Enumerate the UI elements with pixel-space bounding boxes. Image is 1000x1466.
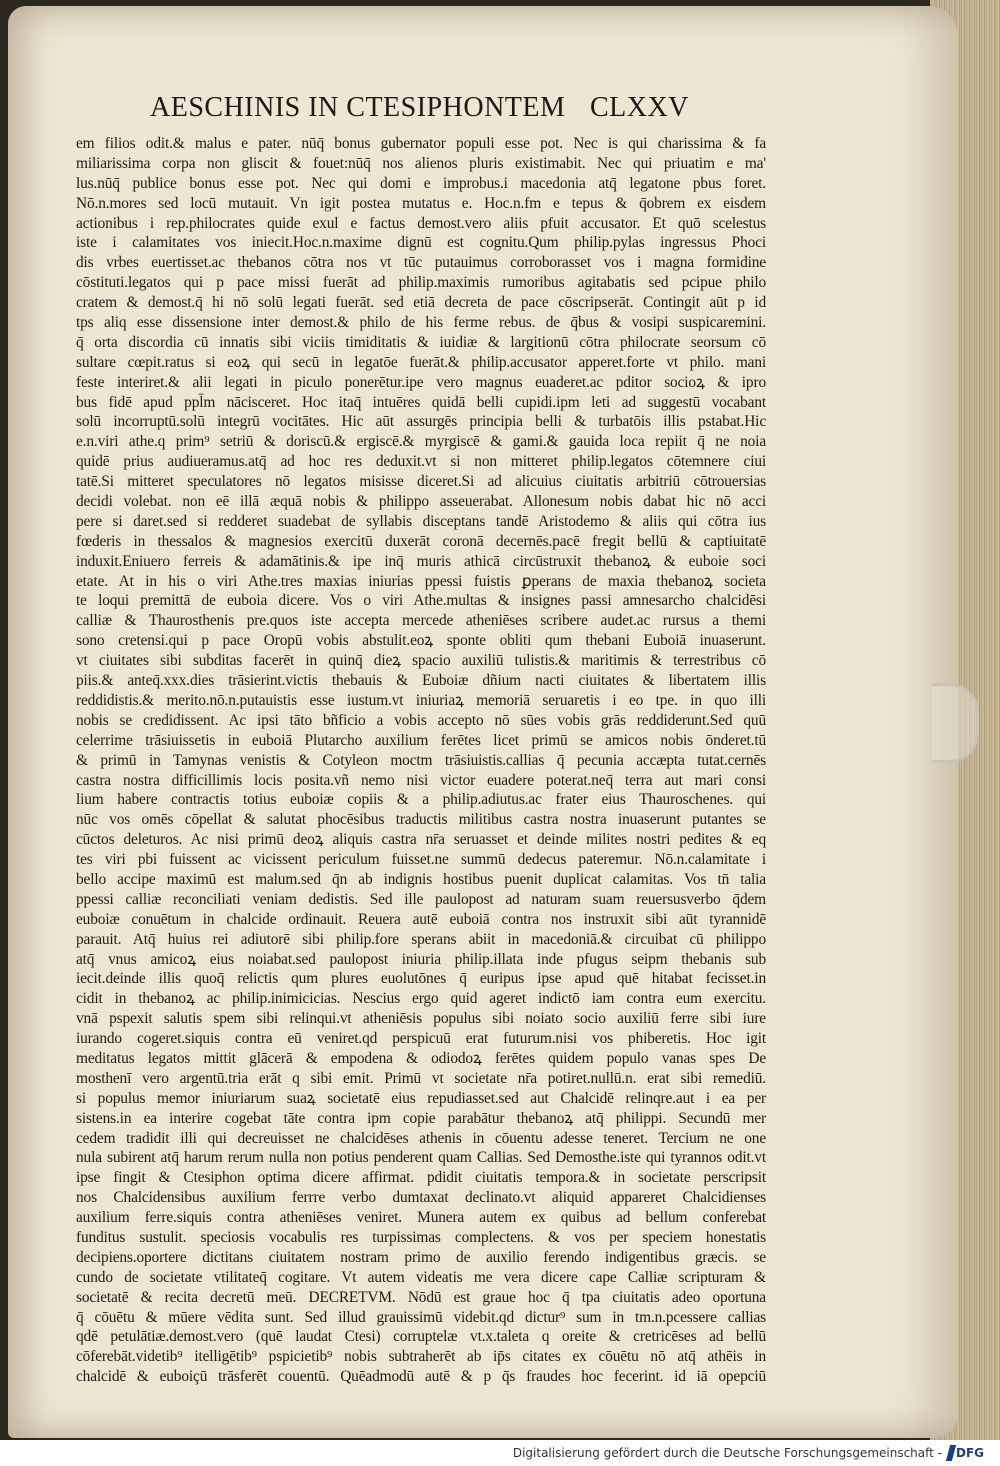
paper-clip	[932, 683, 979, 763]
text-line: mosthenī vero argentū.tria erāt q sibi emit. Primū vt societate nr̄a potiret.nullū.n. erat sibi remediū.	[76, 1069, 766, 1087]
text-line: ppessi calliæ reconciliati veniam dedistis. Sed ille paulopost ad naturam suam reuersusverbo q̄dem	[76, 890, 766, 908]
text-line: cidit in thebanoꝝ ac philip.inimicicias. Nescius ergo quid ageret indictō iam contra eum exercitu.	[76, 990, 766, 1008]
text-line: induxit.Eniuero ferreis & adamātinis.& ipe inq̄ muris athicā circūstruxit thebanoꝝ & euboie soci	[76, 552, 766, 570]
text-line: parauit. Atq̄ huius rei adiutorē sibi philip.fore sperans abiit in macedoniā.& circuibat cū philippo	[76, 930, 766, 948]
text-line: auxilium ferre.siquis contra atheniēses veniret. Munera autem ex quibus ad bellum conferebat	[76, 1209, 766, 1227]
text-line: bus fidē apud ppl̄m nācisceret. Hoc itaq̄ intuēres quidā belli cupidi.ipm leti ad suggestū vocabant	[76, 393, 766, 411]
text-line: sistens.in ea interire cogebat tāte contra ipm copie parabātur thebanoꝝ atq̄ philippi. Secundū mer	[76, 1109, 766, 1127]
text-line: quidē prius audiueramus.atq̄ ad hoc res deduxit.vt si non mitteret philip.legatos cōtemnere ciui	[76, 453, 766, 471]
footer-bar	[0, 1440, 1000, 1466]
text-line: decidi volebat. non eē illā æquā nobis & philippo asseuerabat. Allonesum nobis dabat hic nō acci	[76, 493, 766, 511]
text-line: nūc vos omēs cōpellat & salutat phocēsibus traductis militibus castra nostra inuaserunt putantes se	[76, 811, 766, 829]
running-head-title: AESCHINIS IN CTESIPHONTEM	[150, 92, 566, 123]
dfg-logo	[948, 1444, 992, 1462]
dfg-logo-mark	[946, 1445, 956, 1461]
text-line: q̄ orta discordia cū innatis sibi viciis timiditatis & iuidiæ & largitionū cōtra philocrate seorsum cō	[76, 333, 766, 351]
text-line: meditatus legatos mittit glācerā & empodena & odiodoꝝ ferētes quidem populo vanas spes De	[76, 1049, 766, 1067]
text-line: nos Chalcidensibus auxilium ferrre verbo dumtaxat declinato.vt aliquid appareret Chalcidienses	[76, 1189, 766, 1207]
text-line: calliæ & Thaurosthenis pre.quos iste accepta mercede atheniēses scribere audet.ac rursus a themi	[76, 612, 766, 630]
text-line: atq̄ vnus amicoꝝ eius noiabat.sed paulopost iniuria philip.illata inde pfugus seipm thebanis sub	[76, 950, 766, 968]
text-line: bello accipe maximū est malum.sed q̄n ab indignis hostibus puenit duplicat calamitas. Vos tn̄ talia	[76, 870, 766, 888]
text-line: celerrime trāsiuissetis in euboiā Plutarcho auxilium ferētes licet primū se amicos nobis ōnderet.tū	[76, 731, 766, 749]
text-line: iurando cogeret.siquis contra eū veniret.qd perspicuū erat futurum.nisi vos phiberetis. Hoc igit	[76, 1030, 766, 1048]
text-line: lium habere contractis totius euboiæ copiis & a philip.adiutus.ac frater eius Thauroschenes. qui	[76, 791, 766, 809]
text-line: castra nostra difficillimis locis posita.vñ nemo nisi victor euadere poterat.neq̄ terra aut mari consi	[76, 771, 766, 789]
running-head	[150, 92, 710, 128]
text-line: lus.nūq̄ publice bonus esse pot. Nec qui domi e improbus.i macedonia atq̄ legatone pbus foret.	[76, 174, 766, 192]
text-line: societatē & recita decretū meū. DECRETVM. Nōdū est graue hoc q̄ tpa ciuitatis adeo oportuna	[76, 1288, 766, 1306]
text-line: euboiæ conuētum in chalcide ordinauit. Reuera autē euboiā contra nos instruxit sibi aūt tyrannidē	[76, 910, 766, 928]
text-line: te loqui premittā de euboia dicere. Vos o viri Athe.multas & insignes passi amnesarcho chalcidēsi	[76, 592, 766, 610]
text-line: qdē petulātiæ.demost.vero (quē laudat Ctesi) corruptelæ vt.x.taleta q oreite & cretricēses ad bellū	[76, 1328, 766, 1346]
text-line: chalcidē & euboiçū trāsferēt couentū. Quēadmodū autē & p q̄s fraudes hoc fecerint. id iā opepciū	[76, 1368, 766, 1386]
text-line: etate. At in his o viri Athe.tres maxias iniurias ppessi fuistis ꝑperans de maxia thebanoꝝ societa	[76, 572, 766, 590]
text-line: cūctos deleturos. Ac nisi primū deoꝝ aliquis castra nr̄a seruasset et deinde milites nostri pedites & eq	[76, 831, 766, 849]
text-line: & primū in Tamynas venistis & Cotyleon moctm trāsiuistis.callias q̄ pecunia accæpta tutat.cernēs	[76, 751, 766, 769]
text-line: ipse fingit & Ctesiphon optima dicere affirmat. pdidit ciuitatis tempora.& in societate perscripsit	[76, 1169, 766, 1187]
text-line: vt ciuitates sibi subditas facerēt in quinq̄ dieꝝ spacio auxiliū tulistis.& maritimis & terrestribus cō	[76, 652, 766, 670]
text-line: nobis se credidissent. Ac ipsi tāto bñficio a vobis accepto nō sūes vobis grās reddiderunt.Sed quū	[76, 711, 766, 729]
text-line: feste interiret.& alii legati in piculo ponerētur.ipe vero magnus euaderet.ac pditor socioꝝ & ipro	[76, 373, 766, 391]
text-line: sultare cœpit.ratus si eoꝝ qui secū in legatōe fuerāt.& philip.accusator apperet.forte vt philo. mani	[76, 353, 766, 371]
text-line: iste i calamitates vos iniecit.Hoc.n.maxime dignū est cognitu.Qum philip.pylas ingressus Phoci	[76, 234, 766, 252]
text-line: cōferebāt.videtib⁹ itelligētib⁹ pspicietib⁹ nobis subtraherēt ab ip̄s citates ex cōuētu nō atq̄ athēis in	[76, 1348, 766, 1366]
text-line: cedem tradidit illi qui decreuisset ne chalcidēses athenis in cōuentu adesse teneret. Tercium ne one	[76, 1129, 766, 1147]
text-line: vnā pspexit salutis spem sibi relinqui.vt atheniēsis populus sibi noiato socio auxiliū ferre sibi iure	[76, 1010, 766, 1028]
body-text	[76, 134, 766, 1387]
text-line: cratem & demost.q̄ hi nō solū legati fuerāt. sed etiā decreta de pace cōscripserāt. Contingit aūt p id	[76, 294, 766, 312]
text-line: si populus memor iniuriarum suaꝝ societatē eius repudiasset.sed aut Chalcidē relinqre.aut i ea per	[76, 1089, 766, 1107]
text-line: sono cretensi.qui p pace Oropū vobis abstulit.eoꝝ sponte obliti qum thebani Euboiā inuaserunt.	[76, 632, 766, 650]
text-line: cōstituti.legatos qui p pace missi fuerāt ad philip.maximis rumoribus agitabatis sed pcipue philo	[76, 274, 766, 292]
text-line: cundo de societate vtilitateq̄ cogitare. Vt autem videatis me vera dicere cape Calliæ scripturam &	[76, 1268, 766, 1286]
text-line: pere si daret.sed si redderet suadebat de syllabis disceptans tandē Aristodemo & aliis qui cōtra ius	[76, 512, 766, 530]
text-line: dis vrbes euertisset.ac thebanos cōtra nos vt tūc putauimus corroborasset vos i magna formidine	[76, 254, 766, 272]
text-line: q̄ cōuētu & mūere vēdita sunt. Sed illud grauissimū videbit.qd dictur⁹ sum in tm.n.pcessere callias	[76, 1308, 766, 1326]
folio-number: CLXXV	[590, 92, 689, 123]
text-line: em filios odit.& malus e pater. nūq̄ bonus gubernator populi esse pot. Nec is qui charissima & fa	[76, 135, 766, 152]
text-line: e.n.viri athe.q prim⁹ setriū & doriscū.& ergiscē.& myrgiscē & gami.& gauida loca repiit q̄ ne noia	[76, 433, 766, 451]
text-line: tps aliq esse dissensione inter demost.& philo de his ferme rebus. de q̄bus & vosipi suspicaremini.	[76, 314, 766, 332]
text-line: decipiens.oportere dictitans ciuitatem nostram primo de auxilio ferendo indigentibus græcis. se	[76, 1248, 766, 1266]
footer-credit: Digitalisierung gefördert durch die Deutsche Forschungsgemeinschaft -	[512, 1446, 942, 1460]
text-line: solū incorruptū.solū integrū vocitātes. Hic aūt assurgēs principia belli & turbatōis illis pstabat.Hic	[76, 413, 766, 431]
text-line: nula subirent atq̄ harum rerum nulla non potius penderent quam Callias. Sed Demosthe.iste qui tyrannos odit.vt	[76, 1149, 766, 1167]
text-line: tatē.Si mitteret speculatores nō legatos misisse diceret.Si ad alicuius ciuitatis arbitriū cōtrouersias	[76, 473, 766, 491]
text-line: piis.& anteq̄.xxx.dies trāsierint.victis thebauis & Euboiæ dñium nacti ciuitates & libertatem illis	[76, 672, 766, 690]
text-line: tes viri pbi fuissent ac vicissent periculum fuisset.ne summū dedecus pateremur. Nō.n.calamitate i	[76, 851, 766, 869]
text-line: actionibus i rep.philocrates quide exul e factus demost.vero aliis pfuit accusator. Et quō scelestus	[76, 214, 766, 232]
text-line: funditus sustulit. speciosis vocabulis res turpissimas complectens. & vos per speciem honestatis	[76, 1228, 766, 1246]
text-line: reddidistis.& merito.nō.n.putauistis esse iustum.vt iniuriaꝝ memoriā seruaretis i eo tpe. in quo illi	[76, 691, 766, 709]
text-line: iecit.deinde illis quoq̄ relictis qum plures euolutōnes q̄ euripus ipse apud quē hitabat fecisset.in	[76, 970, 766, 988]
text-line: Nō.n.mores sed locū mutauit. Vn igit postea mutatus e. Hoc.n.fm e tepus & q̄obrem ex eisdem	[76, 194, 766, 212]
dfg-logo-text: DFG	[956, 1446, 985, 1460]
text-line: fœderis in thessalos & magnesios exercitū duxerāt coronā decernēs.pacē fregit bellū & captiuitatē	[76, 532, 766, 550]
text-line: miliarissima corpa non gliscit & fouet:nūq̄ nos alienos pluris existimabit. Nec qui priuatim e ma'	[76, 154, 766, 172]
